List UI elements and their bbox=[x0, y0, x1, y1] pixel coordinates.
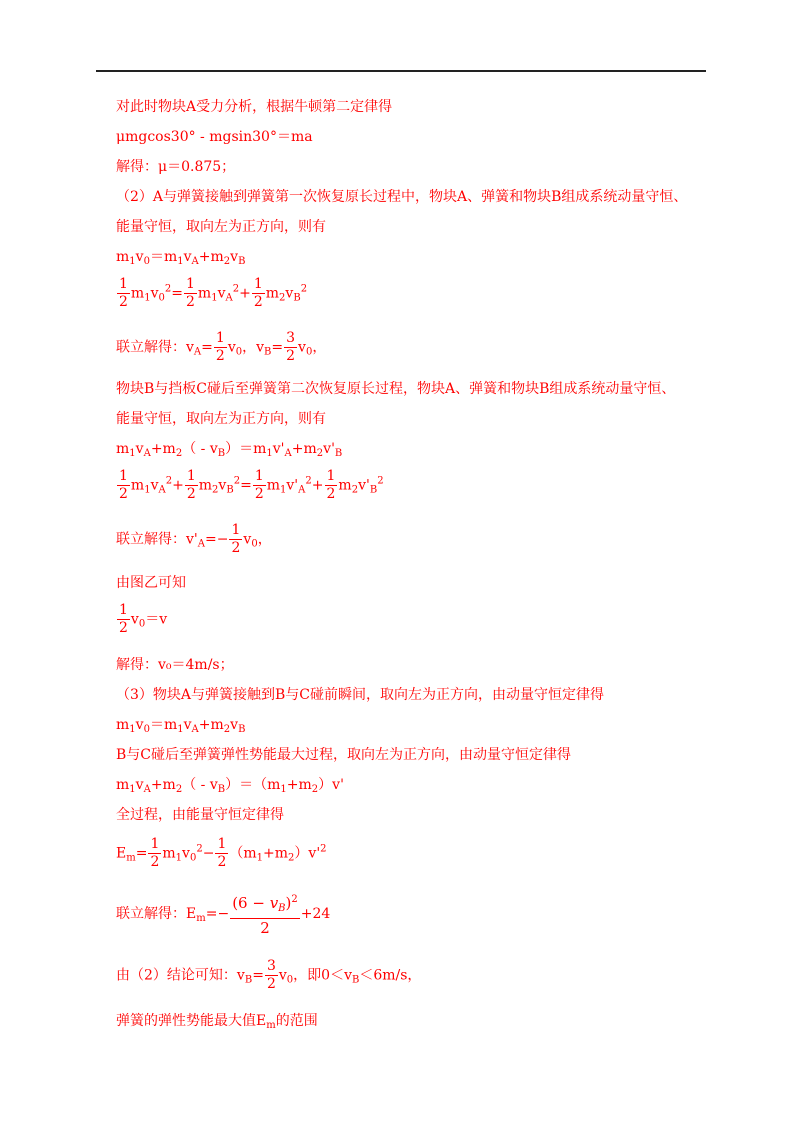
eq-energy-1: $\frac{1}{2}$ $m_1v_0^2=$ $\frac{1}{2}$ $m_1v_A^2+$ $\frac{1}{2}$ $m_2v_B^2$ bbox=[119, 276, 308, 310]
eq-energy-2: $\frac{1}{2}$ $m_1v_A^2+$ $\frac{1}{2}$ $m_2v_B^2=$ $\frac{1}{2}$ $m_1v'_A^2+$ $\frac{1}{2}$ $m_2v'_B^2$ bbox=[119, 468, 384, 502]
line-part3-intro: （3）物块A与弹簧接触到B与C碰前瞬间，取向左为正方向，由动量守恒定律得 bbox=[116, 687, 605, 703]
line-mu-result: 解得：μ＝0.875； bbox=[116, 159, 236, 175]
line-part2-direction: 能量守恒，取向左为正方向，则有 bbox=[116, 219, 326, 235]
line-v0-result: 解得：v₀＝4m/s； bbox=[116, 657, 234, 673]
eq-solution-3: 联立解得：$E_m=-$ $\frac{(6 - v_B)^2}{2}$ +24 bbox=[116, 890, 330, 938]
line-part2-direction-2: 能量守恒，取向左为正方向，则有 bbox=[116, 411, 326, 427]
line-part3-second: B与C碰后至弹簧弹性势能最大过程，取向左为正方向，由动量守恒定律得 bbox=[116, 747, 571, 763]
line-em-range: 弹簧的弹性势能最大值$E_m$的范围 bbox=[116, 1013, 318, 1031]
eq-solution-2: 联立解得：$v'_A=-$ $\frac{1}{2}$ $v_0$， bbox=[116, 522, 272, 556]
line-force-analysis: 对此时物块A受力分析，根据牛顿第二定律得 bbox=[116, 99, 393, 115]
header-rule bbox=[96, 70, 706, 72]
line-from-graph: 由图乙可知 bbox=[116, 575, 186, 591]
eq-graph: $\frac{1}{2}$ $v_0=v$ bbox=[119, 602, 168, 636]
eq-momentum-1: $m_1v_0=m_1v_A+m_2v_B$ bbox=[116, 249, 246, 267]
line-newton-equation: μmgcos30° - mgsin30°＝ma bbox=[116, 129, 313, 145]
line-part2-intro: （2）A与弹簧接触到弹簧第一次恢复原长过程中，物块A、弹簧和物块B组成系统动量守恒、 bbox=[116, 189, 688, 205]
eq-momentum-3: $m_1v_0=m_1v_A+m_2v_B$ bbox=[116, 717, 246, 735]
eq-solution-1: 联立解得：$v_A=$ $\frac{1}{2}$ $v_0$，$v_B=$ $\frac{3}{2}$ $v_0$， bbox=[116, 330, 327, 364]
eq-vb-range: 由（2）结论可知：$v_B=$ $\frac{3}{2}$ $v_0$，即$0<v_B<6m/s$， bbox=[116, 958, 422, 992]
eq-energy-3: $E_m=$ $\frac{1}{2}$ $m_1v_0^2-$ $\frac{1}{2}$ $(m_1+m_2)v'^2$ bbox=[116, 836, 327, 870]
line-part2-second: 物块B与挡板C碰后至弹簧第二次恢复原长过程，物块A、弹簧和物块B组成系统动量守恒、 bbox=[116, 381, 676, 397]
eq-momentum-4: $m_1v_A+m_2( - v_B)=(m_1+m_2)v'$ bbox=[116, 777, 344, 795]
eq-momentum-2: $m_1v_A+m_2( - v_B)=m_1v'_A+m_2v'_B$ bbox=[116, 441, 343, 459]
line-energy-conservation: 全过程，由能量守恒定律得 bbox=[116, 807, 284, 823]
